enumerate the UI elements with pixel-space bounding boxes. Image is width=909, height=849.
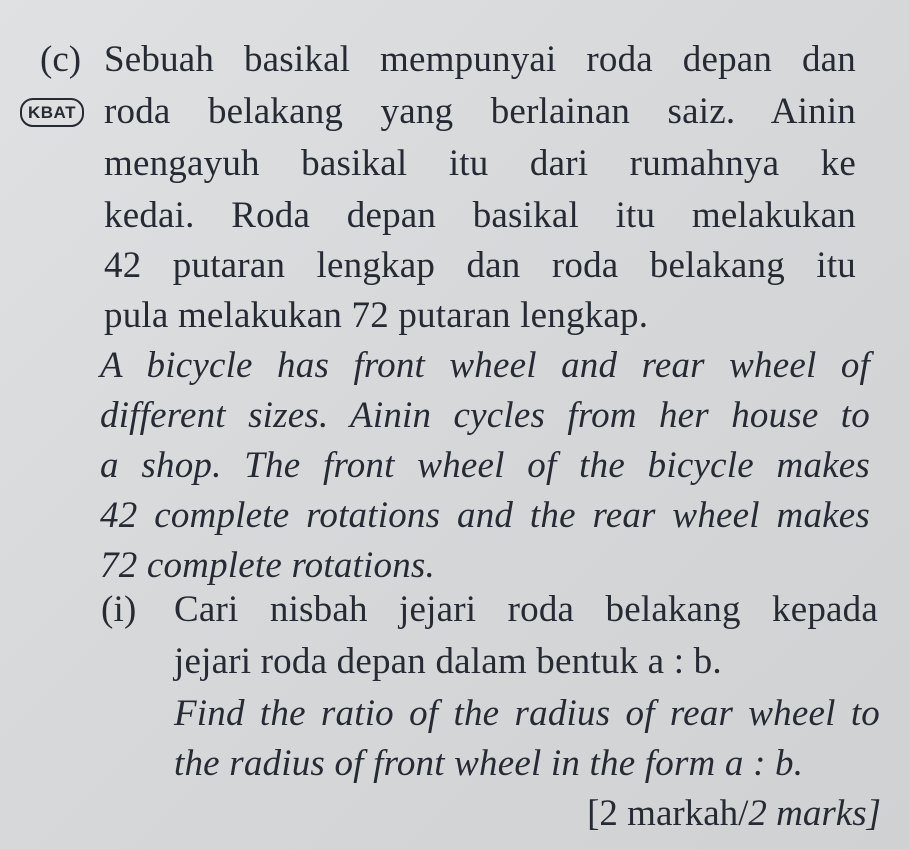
- subquestion-malay-line-1: Cari nisbah jejari roda belakang kepada: [174, 589, 878, 630]
- part-label: (c): [40, 39, 82, 80]
- malay-stem-line-1: Sebuah basikal mempunyai roda depan dan: [104, 39, 856, 80]
- english-stem-line-1: A bicycle has front wheel and rear wheel of: [100, 345, 870, 386]
- marks-malay: [2 markah/: [587, 793, 749, 834]
- marks-allocation: [587, 792, 881, 836]
- subquestion-label: (i): [101, 589, 137, 630]
- malay-stem-line-4: kedai. Roda depan basikal itu melakukan: [104, 195, 856, 236]
- subquestion-english-line-1: Find the ratio of the radius of rear wheel to: [174, 693, 880, 734]
- marks-english: 2 marks]: [748, 793, 881, 834]
- english-stem-line-4: 42 complete rotations and the rear wheel makes: [100, 495, 870, 536]
- english-stem-line-2: different sizes. Ainin cycles from her house to: [100, 395, 870, 436]
- malay-stem-line-3: mengayuh basikal itu dari rumahnya ke: [104, 143, 856, 184]
- english-stem-line-3: a shop. The front wheel of the bicycle makes: [100, 445, 870, 486]
- kbat-badge: KBAT: [20, 98, 84, 127]
- subquestion-malay-line-2: jejari roda depan dalam bentuk a : b.: [174, 641, 722, 682]
- malay-stem-line-5: 42 putaran lengkap dan roda belakang itu: [104, 245, 856, 286]
- malay-stem-line-6: pula melakukan 72 putaran lengkap.: [104, 295, 649, 336]
- subquestion-english-line-2: the radius of front wheel in the form a : b.: [174, 743, 804, 784]
- malay-stem-line-2: roda belakang yang berlainan saiz. Ainin: [104, 91, 856, 132]
- english-stem-line-5: 72 complete rotations.: [100, 545, 435, 586]
